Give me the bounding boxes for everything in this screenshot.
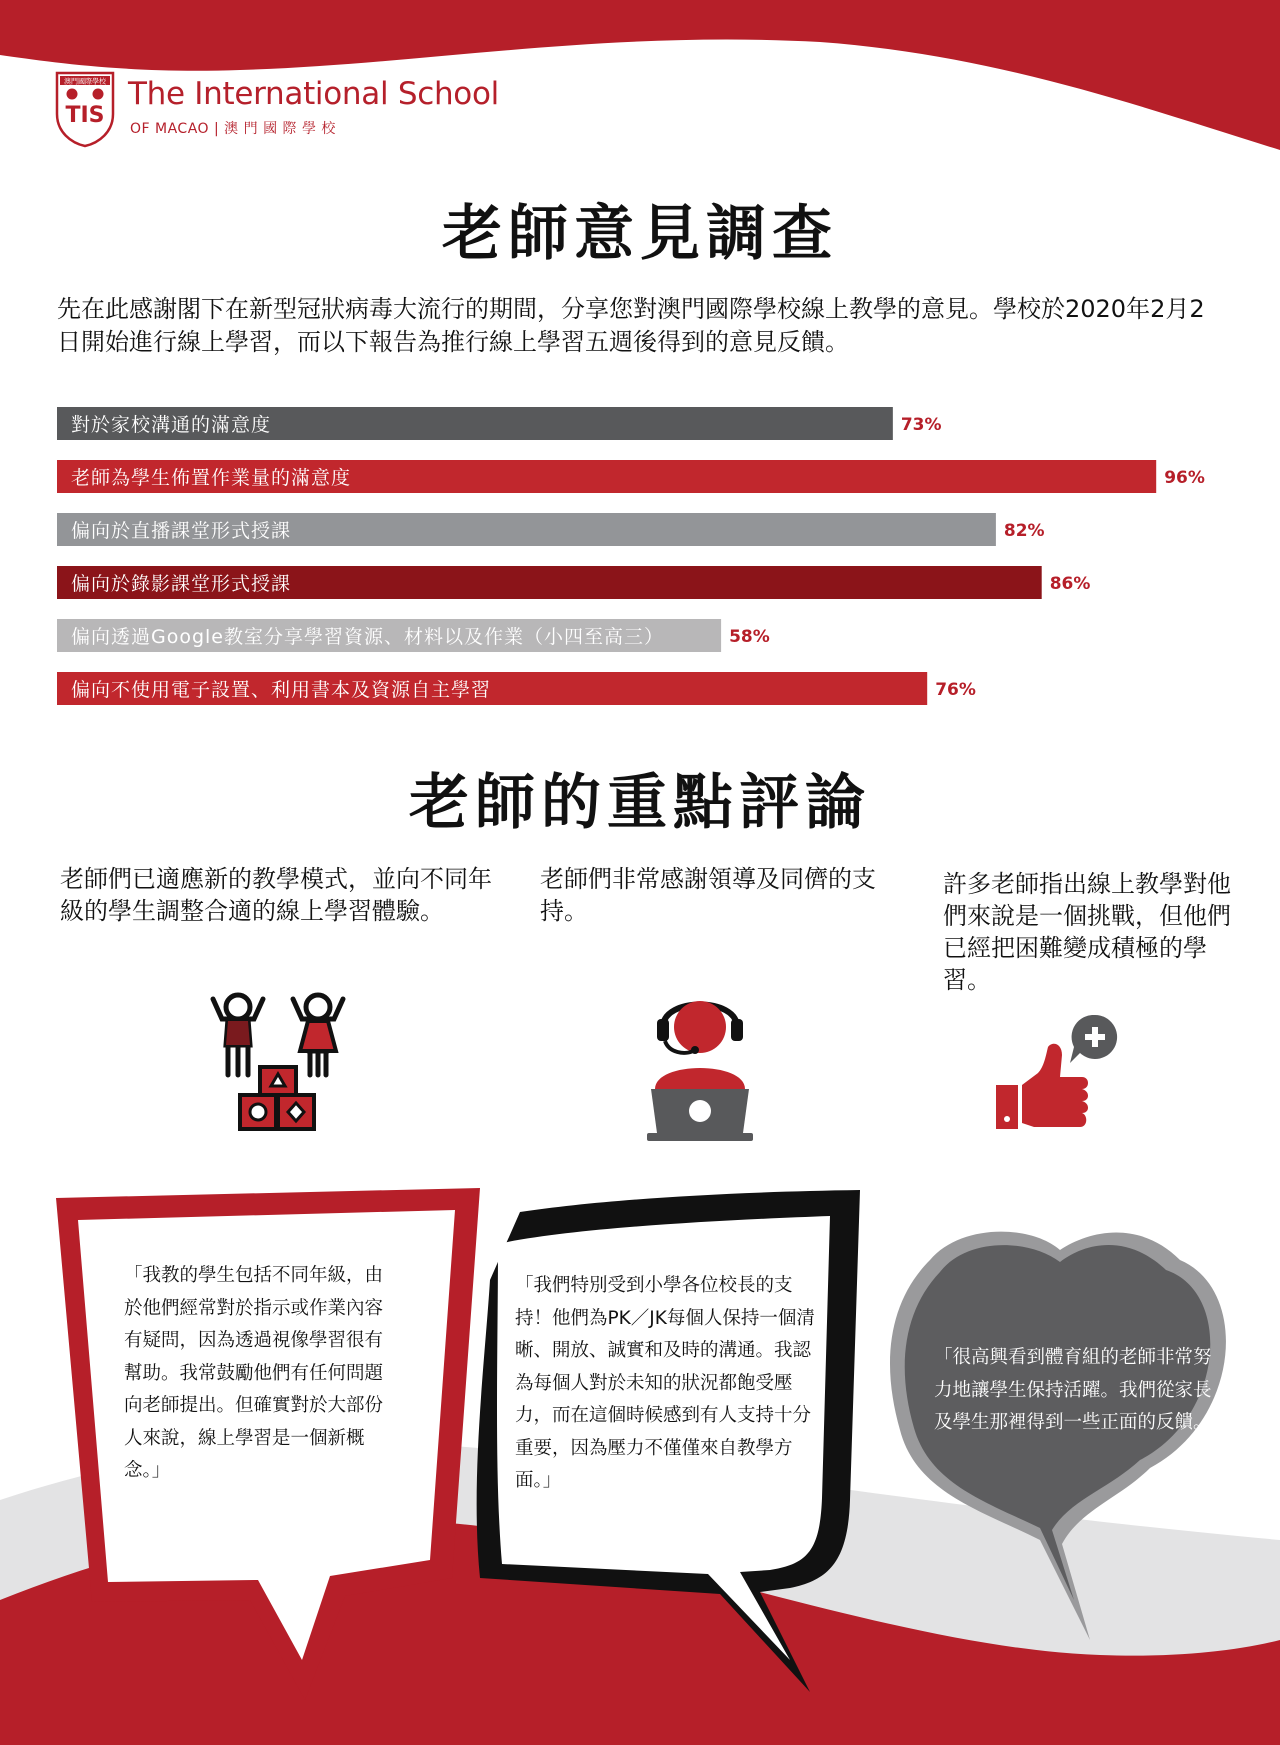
bar-label-2: 老師為學生佈置作業量的滿意度 <box>71 467 352 489</box>
quote-1: 「我教的學生包括不同年級，由於他們經常對於指示或作業內容有疑問，因為透過視像學習很有幫助。我常鼓勵他們有任何問題向老師提出。但確實對於大部份人來說，線上學習是一個新概念。」 <box>124 1265 384 1481</box>
children-blocks-icon <box>198 985 358 1135</box>
bar-label-6: 偏向不使用電子設置、利用書本及資源自主學習 <box>71 679 492 701</box>
school-subtitle: OF MACAO | 澳 門 國 際 學 校 <box>130 121 336 137</box>
intro-paragraph: 先在此感謝閣下在新型冠狀病毒大流行的期間，分享您對澳門國際學校線上教學的意見。學校於2020年2月2日開始進行線上學習，而以下報告為推行線上學習五週後得到的意見反饋。 <box>57 295 1205 356</box>
bar-label-4: 偏向於錄影課堂形式授課 <box>71 573 292 595</box>
bar-value-4: 86% <box>1049 574 1091 594</box>
comment-1: 老師們已適應新的教學模式，並向不同年級的學生調整合適的線上學習體驗。 <box>60 865 492 925</box>
bar-value-6: 76% <box>935 680 976 700</box>
school-logo <box>54 70 499 150</box>
comment-2: 老師們非常感謝領導及同儕的支持。 <box>540 865 876 925</box>
bar-label-3: 偏向於直播課堂形式授課 <box>71 520 292 542</box>
crest-letters: TIS <box>65 103 105 128</box>
quote-2: 「我們特別受到小學各位校長的支持！他們為PK／JK每個人保持一個清晰、開放、誠實和及時的溝通。我認為每個人對於未知的狀況都飽受壓力，而在這個時候感到有人支持十分重要，因為壓力不僅僅來自教學方面。」 <box>515 1275 815 1491</box>
quote-3: 「很高興看到體育組的老師非常努力地讓學生保持活躍。我們從家長及學生那裡得到一些正面的反饋。」 <box>934 1347 1221 1433</box>
page-title: 老師意見調查 <box>442 199 838 269</box>
satisfaction-bar-chart <box>0 400 1280 710</box>
comment-3: 許多老師指出線上教學對他們來說是一個挑戰，但他們已經把困難變成積極的學習。 <box>943 870 1231 994</box>
bar-label-5: 偏向透過Google教室分享學習資源、材料以及作業（小四至高三） <box>71 626 665 648</box>
bar-value-3: 82% <box>1003 521 1045 541</box>
section-title-key-comments: 老師的重點評論 <box>409 768 871 838</box>
school-crest-icon <box>54 70 116 148</box>
bar-value-5: 58% <box>729 627 770 647</box>
crest-top-text: 澳門國際學校 <box>64 77 106 86</box>
bar-label-1: 對於家校溝通的滿意度 <box>71 414 272 436</box>
bar-value-1: 73% <box>900 415 942 435</box>
thumbs-up-plus-icon <box>990 1015 1130 1135</box>
school-name: The International School <box>128 76 499 112</box>
teacher-headset-laptop-icon <box>645 985 755 1145</box>
bar-value-2: 96% <box>1164 468 1205 488</box>
